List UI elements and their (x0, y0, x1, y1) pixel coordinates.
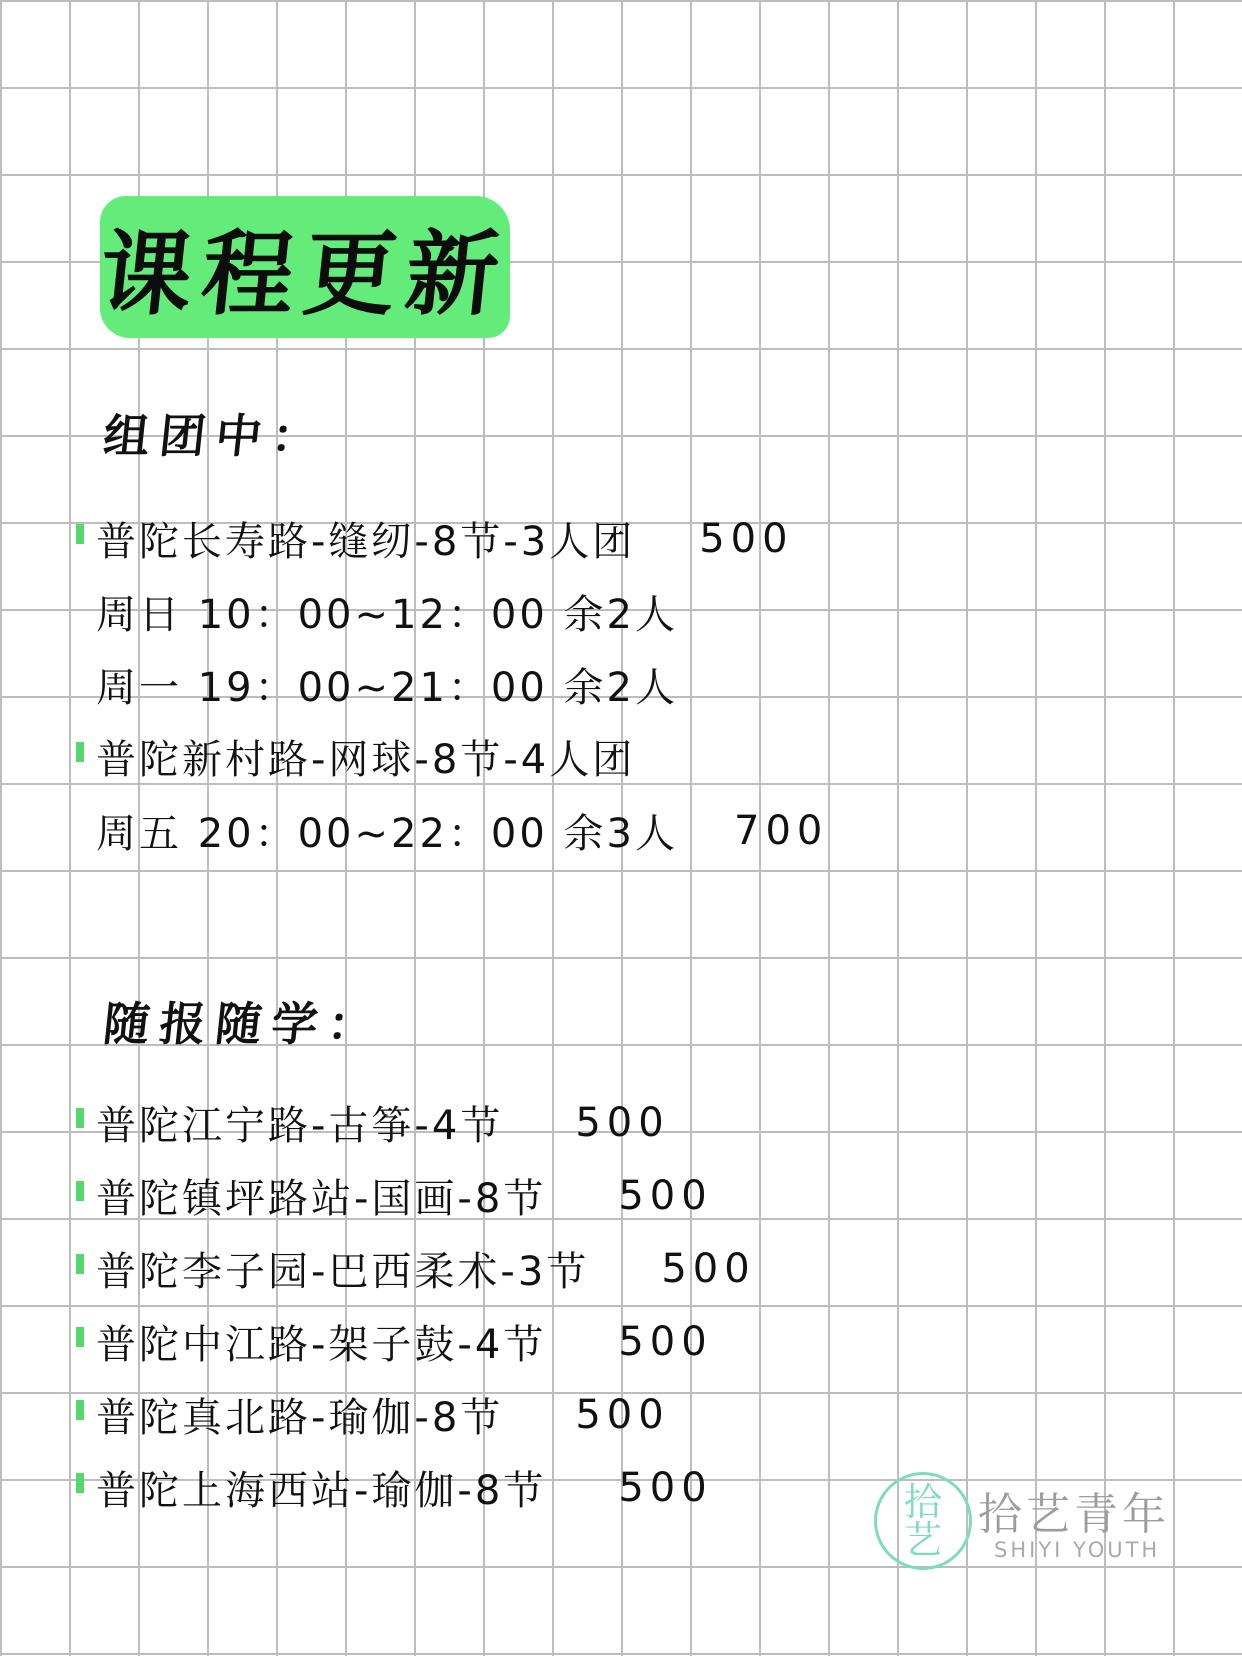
list-item (96, 656, 678, 713)
list-item (96, 583, 678, 640)
logo-name-cn: 拾艺青年 (978, 1489, 1170, 1540)
course-price: 500 (699, 515, 794, 562)
brand-logo (874, 1468, 1174, 1578)
list-item (96, 1459, 713, 1516)
logo-glyph-bottom: 艺 (903, 1518, 942, 1562)
course-text: 普陀新村路-网球-8节-4人团 (96, 737, 636, 783)
list-bullet (76, 1254, 84, 1274)
list-bullet (76, 742, 84, 762)
list-item (96, 1313, 713, 1370)
list-item (96, 728, 635, 785)
schedule-text: 周五 20：00~22：00 余3人 (96, 811, 678, 857)
course-price: 500 (575, 1391, 670, 1438)
schedule-text: 周日 10：00~12：00 余2人 (96, 592, 678, 638)
course-price: 500 (618, 1464, 713, 1511)
list-item (96, 1167, 713, 1224)
list-bullet (76, 524, 84, 544)
course-price: 500 (575, 1099, 670, 1146)
list-item (96, 1240, 756, 1297)
list-bullet (76, 1108, 84, 1128)
course-text: 普陀长寿路-缝纫-8节-3人团 (96, 519, 636, 565)
walkin-section-heading: 随报随学： (100, 997, 387, 1051)
list-bullet (76, 1327, 84, 1347)
course-text: 普陀李子园-巴西柔术-3节 (96, 1249, 590, 1295)
title-badge (94, 196, 514, 338)
schedule-text: 周一 19：00~21：00 余2人 (96, 665, 678, 711)
course-text: 普陀真北路-瑜伽-8节 (96, 1395, 504, 1441)
course-price: 500 (661, 1245, 756, 1292)
list-item (96, 510, 794, 567)
list-item (96, 1094, 670, 1151)
course-price: 500 (618, 1172, 713, 1219)
logo-emblem (874, 1472, 972, 1570)
list-bullet (76, 1181, 84, 1201)
page-title: 课程更新 (94, 221, 514, 328)
list-bullet (76, 1473, 84, 1493)
list-item (96, 1386, 670, 1443)
group-section-heading: 组团中： (100, 409, 331, 463)
list-bullet (76, 1400, 84, 1420)
course-text: 普陀上海西站-瑜伽-8节 (96, 1468, 547, 1514)
course-price: 500 (618, 1318, 713, 1365)
logo-glyph-top: 拾 (903, 1480, 942, 1524)
list-item (96, 802, 828, 859)
course-text: 普陀中江路-架子鼓-4节 (96, 1322, 547, 1368)
course-price: 700 (734, 807, 829, 854)
course-text: 普陀江宁路-古筝-4节 (96, 1103, 504, 1149)
course-text: 普陀镇坪路站-国画-8节 (96, 1176, 547, 1222)
logo-name-en: SHIYI YOUTH (994, 1538, 1161, 1562)
